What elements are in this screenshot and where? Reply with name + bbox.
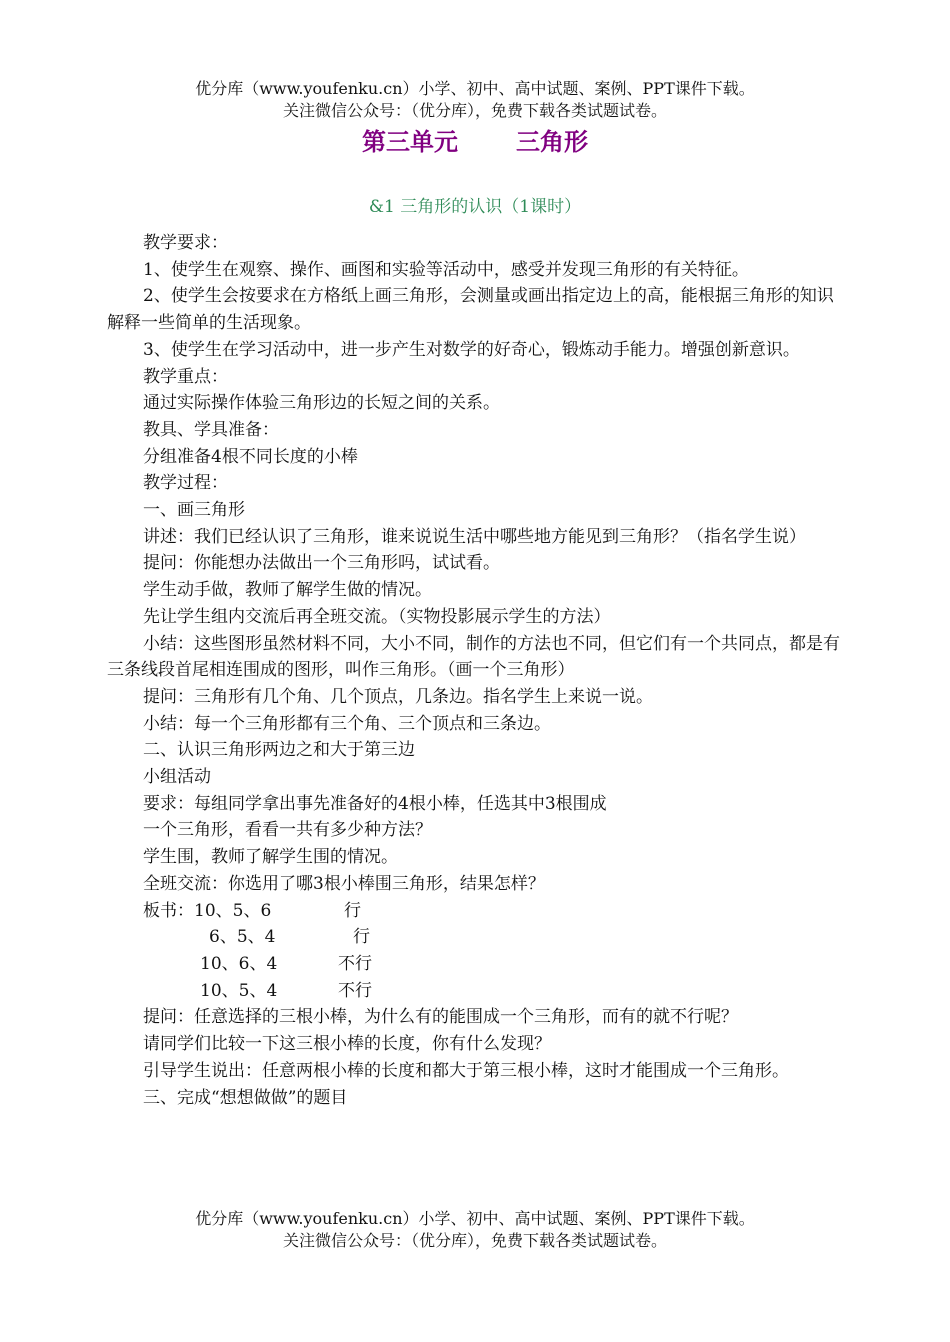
board-result: 不行 — [338, 980, 372, 1001]
paragraph: 小结：这些图形虽然材料不同，大小不同，制作的方法也不同，但它们有一个共同点，都是有三条线段首尾相连围成的图形，叫作三角形。（画一个三角形） — [107, 633, 840, 681]
paragraph: 提问：三角形有几个角、几个顶点，几条边。指名学生上来说一说。 — [143, 686, 653, 707]
lesson-subtitle: &1 三角形的认识（1课时） — [368, 197, 582, 217]
paragraph: 一个三角形，看看一共有多少种方法？ — [143, 820, 432, 841]
paragraph: 1、使学生在观察、操作、画图和实验等活动中，感受并发现三角形的有关特征。 — [143, 259, 749, 280]
paragraph: 提问：你能想办法做出一个三角形吗，试试看。 — [143, 553, 500, 574]
paragraph: 要求：每组同学拿出事先准备好的4根小棒，任选其中3根围成 — [143, 793, 607, 814]
board-numbers: 10、5、6 — [194, 900, 272, 921]
paragraph: 教学要求： — [143, 233, 228, 253]
header-line-2: 关注微信公众号：（优分库），免费下载各类试题试卷。 — [282, 101, 667, 120]
paragraph: 分组准备4根不同长度的小棒 — [143, 446, 358, 467]
title-unit: 第三单元 — [362, 128, 458, 156]
paragraph: 三、完成“想想做做”的题目 — [143, 1087, 348, 1108]
header-line-1: 优分库（www.youfenku.cn）小学、初中、高中试题、案例、PPT课件下载。 — [195, 79, 755, 98]
paragraph: 二、认识三角形两边之和大于第三边 — [143, 740, 415, 761]
board-row — [107, 898, 847, 925]
paragraph: 3、使学生在学习活动中，进一步产生对数学的好奇心，锻炼动手能力。增强创新意识。 — [143, 339, 800, 360]
board-result: 不行 — [338, 953, 372, 974]
paragraph: 学生动手做，教师了解学生做的情况。 — [143, 580, 432, 601]
paragraph: 小结：每一个三角形都有三个角、三个顶点和三条边。 — [143, 713, 551, 734]
board-result: 行 — [353, 927, 370, 948]
board-row — [107, 924, 847, 951]
paragraph: 通过实际操作体验三角形边的长短之间的关系。 — [143, 393, 500, 414]
paragraph: 全班交流：你选用了哪3根小棒围三角形，结果怎样？ — [143, 873, 545, 894]
board-numbers: 10、6、4 — [200, 953, 278, 974]
board-result: 行 — [344, 900, 361, 921]
document-body — [107, 230, 847, 1111]
footer-line-1: 优分库（www.youfenku.cn）小学、初中、高中试题、案例、PPT课件下载。 — [195, 1209, 755, 1228]
paragraph: 请同学们比较一下这三根小棒的长度，你有什么发现？ — [143, 1034, 551, 1055]
paragraph: 先让学生组内交流后再全班交流。（实物投影展示学生的方法） — [143, 606, 611, 627]
paragraph: 一、画三角形 — [143, 500, 245, 521]
title-topic: 三角形 — [516, 128, 588, 156]
board-row — [107, 951, 847, 978]
paragraph: 小组活动 — [143, 767, 211, 788]
board-numbers: 6、5、4 — [209, 927, 276, 948]
paragraph: 讲述：我们已经认识了三角形，谁来说说生活中哪些地方能见到三角形？（指名学生说） — [143, 526, 806, 547]
board-row — [107, 978, 847, 1005]
paragraph: 引导学生说出：任意两根小棒的长度和都大于第三根小棒，这时才能围成一个三角形。 — [143, 1060, 789, 1081]
paragraph: 学生围，教师了解学生围的情况。 — [143, 847, 398, 868]
board-label: 板书： — [143, 900, 194, 921]
footer-line-2: 关注微信公众号：（优分库），免费下载各类试题试卷。 — [282, 1231, 667, 1250]
paragraph: 教学过程： — [143, 473, 228, 494]
page-title — [0, 122, 950, 157]
paragraph: 2、使学生会按要求在方格纸上画三角形，会测量或画出指定边上的高，能根据三角形的知识解释一些简单的生活现象。 — [107, 286, 834, 334]
board-numbers: 10、5、4 — [200, 980, 278, 1001]
paragraph: 提问：任意选择的三根小棒，为什么有的能围成一个三角形，而有的就不行呢？ — [143, 1007, 738, 1028]
paragraph: 教具、学具准备： — [143, 419, 279, 440]
paragraph: 教学重点： — [143, 366, 228, 387]
